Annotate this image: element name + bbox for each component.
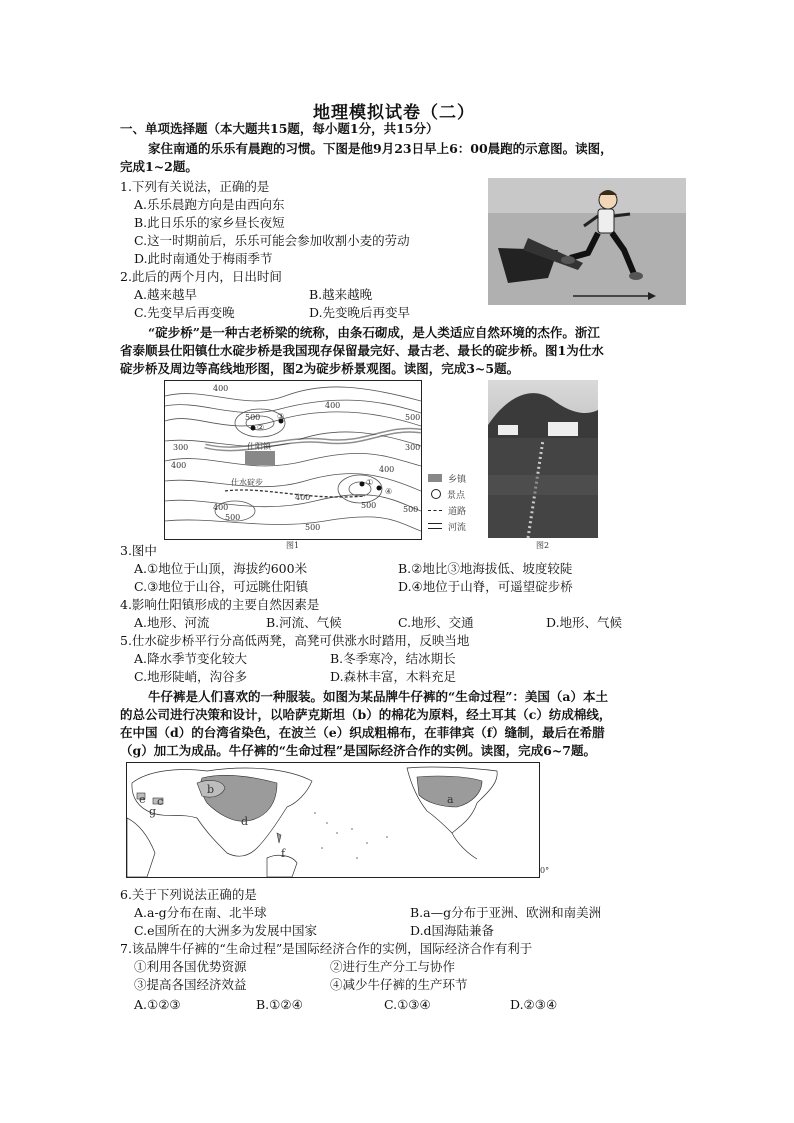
bridge-photo: [488, 380, 598, 538]
figure-caption: 图1: [286, 541, 300, 550]
option-c: C.①③④: [384, 997, 431, 1012]
statement-4: ④减少牛仔裤的生产环节: [330, 977, 468, 992]
option-c: C.先变早后再变晚: [134, 305, 235, 320]
contour-label: 400: [213, 503, 229, 512]
page-title: 地理模拟试卷（二）: [313, 103, 475, 123]
contour-label: 400: [213, 384, 229, 393]
question-stem: 1.下列有关说法，正确的是: [120, 179, 270, 194]
option-c: C.e国所在的大洲多为发展中国家: [134, 923, 317, 938]
intro-paragraph: 牛仔裤是人们喜欢的一种服装。如图为某品牌牛仔裤的“生命过程”：美国（a）本土: [148, 689, 608, 704]
option-d: D.森林丰富，木料充足: [330, 669, 457, 684]
contour-label: 400: [325, 401, 341, 410]
contour-map: [164, 380, 422, 540]
option-a: A.降水季节变化较大: [134, 651, 248, 666]
intro-paragraph: 省泰顺县仕阳镇仕水碇步桥是我国现存保留最完好、最古老、最长的碇步桥。图1为仕水: [120, 343, 604, 358]
statement-3: ③提高各国经济效益: [134, 977, 247, 992]
point-1: ①: [366, 478, 374, 487]
option-c: C.地形陡峭，沟谷多: [134, 669, 248, 684]
intro-paragraph: 碇步桥及周边等高线地形图，图2为碇步桥景观图。读图，完成3~5题。: [120, 361, 520, 376]
contour-label: 400: [171, 461, 187, 470]
bridge-label: 仕水碇步: [231, 478, 263, 487]
option-d: D.地形、气候: [546, 615, 623, 630]
contour-label: 300: [405, 443, 421, 452]
contour-label: 500: [361, 501, 377, 510]
question-stem: 5.仕水碇步桥平行分高低两凳，高凳可供涨水时踏用，反映当地: [120, 633, 470, 648]
contour-label: 500: [245, 413, 261, 422]
intro-paragraph: 在中国（d）的台湾省染色，在波兰（e）织成粗棉布，在菲律宾（f）缝制，最后在希腊: [120, 725, 605, 740]
town-label: 仕阳镇: [247, 442, 271, 451]
option-a: A.①②③: [134, 997, 181, 1012]
option-b: B.①②④: [256, 997, 303, 1012]
point-2: ②: [257, 423, 265, 432]
contour-label: 300: [173, 443, 189, 452]
river-icon: [428, 523, 442, 529]
statement-2: ②进行生产分工与协作: [330, 959, 456, 974]
contour-label: 400: [295, 493, 311, 502]
question-stem: 3.图中: [120, 543, 157, 558]
option-b: B.越来越晚: [309, 287, 373, 302]
map-label-e: e: [139, 793, 146, 806]
question-stem: 6.关于下列说法正确的是: [120, 887, 257, 902]
option-a: A.越来越早: [134, 287, 198, 302]
option-d: D.②③④: [510, 997, 558, 1012]
contour-label: 500: [403, 505, 419, 514]
option-b: B.河流、气候: [266, 615, 342, 630]
point-3: ③: [277, 412, 285, 421]
map-label-d: d: [241, 815, 249, 828]
option-a: A.乐乐晨跑方向是由西向东: [134, 197, 285, 212]
intro-paragraph: （g）加工为成品。牛仔裤的“生命过程”是国际经济合作的实例。读图，完成6~7题。: [120, 743, 596, 758]
scenic-spot-icon: [431, 489, 441, 499]
option-d: D.d国海陆兼备: [410, 923, 495, 938]
intro-paragraph: 的总公司进行决策和设计，以哈萨克斯坦（b）的棉花为原料，经土耳其（c）纺成棉线，: [120, 707, 612, 722]
contour-label: 500: [225, 513, 241, 522]
option-b: B.冬季寒冷，结冰期长: [330, 651, 456, 666]
equator-label: 0°: [540, 866, 550, 875]
legend-item: 道路: [448, 506, 467, 517]
question-stem: 4.影响仕阳镇形成的主要自然因素是: [120, 597, 320, 612]
map-label-c: c: [157, 795, 164, 808]
contour-label: 500: [305, 523, 321, 532]
map-legend: [428, 470, 466, 534]
statement-1: ①利用各国优势资源: [134, 959, 247, 974]
option-d: D.此时南通处于梅雨季节: [134, 251, 273, 266]
map-label-b: b: [207, 783, 215, 796]
option-b: B.a—g分布于亚洲、欧洲和南美洲: [410, 905, 602, 920]
point-4: ④: [385, 487, 393, 496]
option-b: B.②地比③地海拔低、坡度较陡: [398, 561, 573, 576]
legend-item: 景点: [447, 490, 466, 501]
map-label-f: f: [281, 847, 286, 860]
world-map: [126, 762, 540, 878]
legend-item: 河流: [448, 522, 467, 533]
contour-label: 400: [379, 465, 395, 474]
question-stem: 7.该品牌牛仔裤的“生命过程”是国际经济合作的实例，国际经济合作有利于: [120, 941, 533, 956]
figure-caption: 图2: [536, 541, 550, 550]
option-d: D.④地位于山脊，可遥望碇步桥: [398, 579, 573, 594]
option-a: A.a-g分布在南、北半球: [134, 905, 267, 920]
legend-item: 乡镇: [448, 474, 467, 485]
town-icon: [428, 474, 442, 482]
option-b: B.此日乐乐的家乡昼长夜短: [134, 215, 285, 230]
option-c: C.③地位于山谷，可远眺仕阳镇: [134, 579, 309, 594]
intro-paragraph: “碇步桥”是一种古老桥梁的统称，由条石砌成，是人类适应自然环境的杰作。浙江: [148, 325, 600, 340]
contour-label: 500: [405, 413, 421, 422]
runner-illustration: [488, 178, 686, 305]
runner-figure: [488, 178, 686, 305]
question-stem: 2.此后的两个月内，日出时间: [120, 269, 282, 284]
option-c: C.这一时期前后，乐乐可能会参加收割小麦的劳动: [134, 233, 410, 248]
option-a: A.①地位于山顶，海拔约600米: [134, 561, 308, 576]
option-c: C.地形、交通: [398, 615, 474, 630]
map-label-g: g: [149, 805, 157, 818]
intro-paragraph: 完成1~2题。: [120, 159, 198, 174]
intro-paragraph: 家住南通的乐乐有晨跑的习惯。下图是他9月23日早上6：00晨跑的示意图。读图，: [148, 141, 613, 156]
option-a: A.地形、河流: [134, 615, 210, 630]
section-heading: 一、单项选择题（本大题共15题，每小题1分，共15分）: [120, 121, 439, 136]
option-d: D.先变晚后再变早: [309, 305, 411, 320]
road-icon: [428, 510, 442, 511]
map-label-a: a: [447, 793, 454, 806]
